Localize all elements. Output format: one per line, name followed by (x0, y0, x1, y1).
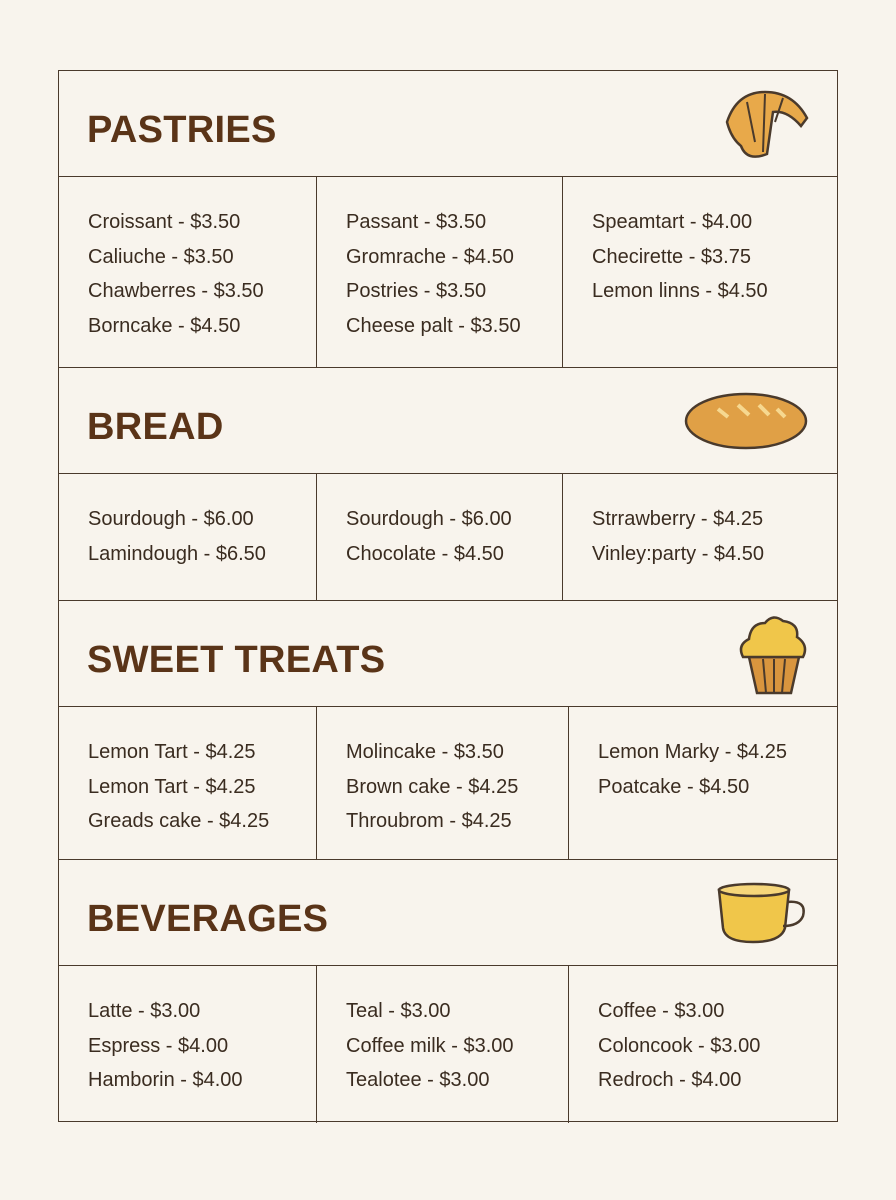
menu-column (316, 707, 568, 859)
menu-column (316, 177, 562, 367)
menu-item: Throubrom - $4.25 (346, 810, 512, 833)
menu-column (316, 474, 562, 600)
menu-column (562, 177, 839, 367)
menu-item: Chawberres - $3.50 (88, 280, 264, 303)
menu-item: Borncake - $4.50 (88, 315, 241, 338)
menu-item: Coffee milk - $3.00 (346, 1034, 514, 1057)
bakery-menu (58, 70, 838, 1122)
menu-column (59, 707, 316, 859)
menu-item: Poatcake - $4.50 (598, 775, 750, 798)
menu-column (59, 966, 316, 1123)
section-items-pastries (59, 177, 837, 368)
menu-item: Coloncook - $3.00 (598, 1034, 761, 1057)
menu-item: Teal - $3.00 (346, 1000, 451, 1022)
menu-item: Cheese palt - $3.50 (346, 315, 521, 338)
menu-item: Latte - $3.00 (88, 1000, 201, 1022)
menu-item: Molincake - $3.50 (346, 741, 504, 763)
cupcake-icon (733, 611, 813, 702)
menu-item: Sourdough - $6.00 (88, 508, 254, 530)
menu-column (59, 177, 316, 367)
menu-item: Lemon linns - $4.50 (592, 280, 768, 303)
section-title: SWEET TREATS (87, 639, 386, 681)
menu-item: Postries - $3.50 (346, 280, 487, 303)
menu-item: Lamindough - $6.50 (88, 542, 266, 565)
menu-item: Lemon Tart - $4.25 (88, 775, 256, 798)
section-title: BREAD (87, 406, 224, 448)
menu-column (568, 707, 839, 859)
menu-item: Strrawberry - $4.25 (592, 508, 764, 530)
section-header-beverages (59, 860, 837, 966)
section-header-bread (59, 368, 837, 474)
menu-item: Lemon Tart - $4.25 (88, 741, 256, 763)
menu-item: Caliuche - $3.50 (88, 245, 234, 268)
menu-item: Tealotee - $3.00 (346, 1069, 490, 1092)
menu-item: Gromrache - $4.50 (346, 245, 514, 268)
bread-loaf-icon (683, 389, 813, 458)
menu-item: Speamtart - $4.00 (592, 211, 753, 233)
section-items-beverages (59, 966, 837, 1123)
menu-item: Coffee - $3.00 (598, 1000, 725, 1022)
menu-item: Greads cake - $4.25 (88, 810, 270, 833)
menu-column (562, 474, 839, 600)
section-header-pastries (59, 71, 837, 177)
coffee-cup-icon (713, 878, 813, 953)
section-header-sweet-treats (59, 601, 837, 707)
section-items-sweet-treats (59, 707, 837, 860)
menu-item: Redroch - $4.00 (598, 1069, 742, 1092)
menu-item: Croissant - $3.50 (88, 211, 241, 233)
section-title: BEVERAGES (87, 898, 329, 940)
menu-item: Espress - $4.00 (88, 1034, 229, 1057)
menu-item: Brown cake - $4.25 (346, 775, 519, 798)
section-items-bread (59, 474, 837, 601)
menu-item: Hamborin - $4.00 (88, 1069, 243, 1092)
menu-column (316, 966, 568, 1123)
menu-item: Vinley:party - $4.50 (592, 542, 764, 565)
menu-item: Sourdough - $6.00 (346, 508, 512, 530)
menu-item: Lemon Marky - $4.25 (598, 741, 787, 763)
menu-item: Checirette - $3.75 (592, 245, 751, 268)
menu-column (568, 966, 839, 1123)
croissant-icon (717, 82, 813, 171)
menu-item: Passant - $3.50 (346, 211, 487, 233)
section-title: PASTRIES (87, 109, 277, 151)
menu-column (59, 474, 316, 600)
menu-item: Chocolate - $4.50 (346, 542, 504, 565)
